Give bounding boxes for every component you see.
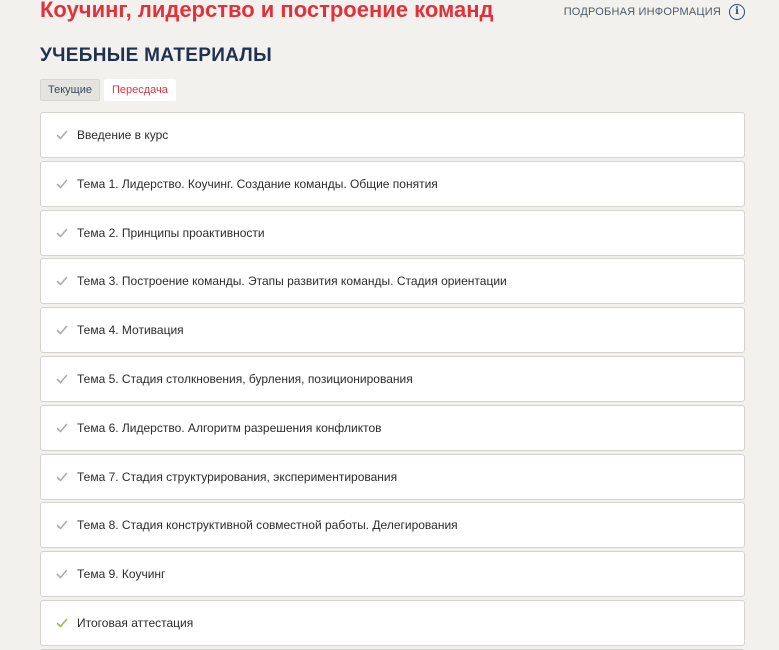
list-item-label: Тема 2. Принципы проактивности xyxy=(77,225,265,240)
list-item-topic-8[interactable] xyxy=(40,502,745,548)
materials-tabs xyxy=(40,79,176,101)
list-item-label: Тема 3. Построение команды. Этапы развития команды. Стадия ориентации xyxy=(77,274,507,289)
list-item-topic-9[interactable] xyxy=(40,551,745,597)
list-item-label: Тема 5. Стадия столкновения, бурления, позиционирования xyxy=(77,371,413,386)
details-link-label: ПОДРОБНАЯ ИНФОРМАЦИЯ xyxy=(563,6,721,18)
list-item-topic-7[interactable] xyxy=(40,454,745,500)
check-icon xyxy=(55,226,69,240)
list-item-topic-6[interactable] xyxy=(40,405,745,451)
list-item-final-exam[interactable] xyxy=(40,600,745,646)
tab-current[interactable]: Текущие xyxy=(40,79,100,101)
materials-list xyxy=(40,112,745,650)
list-item-intro[interactable] xyxy=(40,112,745,158)
check-icon xyxy=(55,177,69,191)
list-item-topic-1[interactable] xyxy=(40,161,745,207)
list-item-label: Тема 8. Стадия конструктивной совместной работы. Делегирования xyxy=(77,518,458,533)
list-item-label: Тема 1. Лидерство. Коучинг. Создание команды. Общие понятия xyxy=(77,176,438,191)
check-icon xyxy=(55,616,69,630)
details-link[interactable] xyxy=(564,4,745,20)
list-item-label: Итоговая аттестация xyxy=(77,615,194,630)
check-icon xyxy=(55,567,69,581)
check-icon xyxy=(55,470,69,484)
list-item-topic-4[interactable] xyxy=(40,307,745,353)
check-icon xyxy=(55,421,69,435)
check-icon xyxy=(55,372,69,386)
course-title: Коучинг, лидерство и построение команд xyxy=(40,0,494,22)
list-item-label: Тема 7. Стадия структурирования, экспериментирования xyxy=(77,469,398,484)
list-item-label: Тема 9. Коучинг xyxy=(77,567,166,582)
materials-heading: УЧЕБНЫЕ МАТЕРИАЛЫ xyxy=(40,45,272,66)
list-item-topic-3[interactable] xyxy=(40,258,745,304)
list-item-label: Тема 4. Мотивация xyxy=(77,323,184,338)
tab-retake[interactable]: Пересдача xyxy=(104,79,176,101)
list-item-topic-2[interactable] xyxy=(40,210,745,256)
info-icon[interactable]: i xyxy=(729,4,745,20)
list-item-label: Тема 6. Лидерство. Алгоритм разрешения конфликтов xyxy=(77,420,382,435)
check-icon xyxy=(55,274,69,288)
check-icon xyxy=(55,128,69,142)
check-icon xyxy=(55,518,69,532)
list-item-label: Введение в курс xyxy=(77,128,169,142)
list-item-topic-5[interactable] xyxy=(40,356,745,402)
check-icon xyxy=(55,323,69,337)
